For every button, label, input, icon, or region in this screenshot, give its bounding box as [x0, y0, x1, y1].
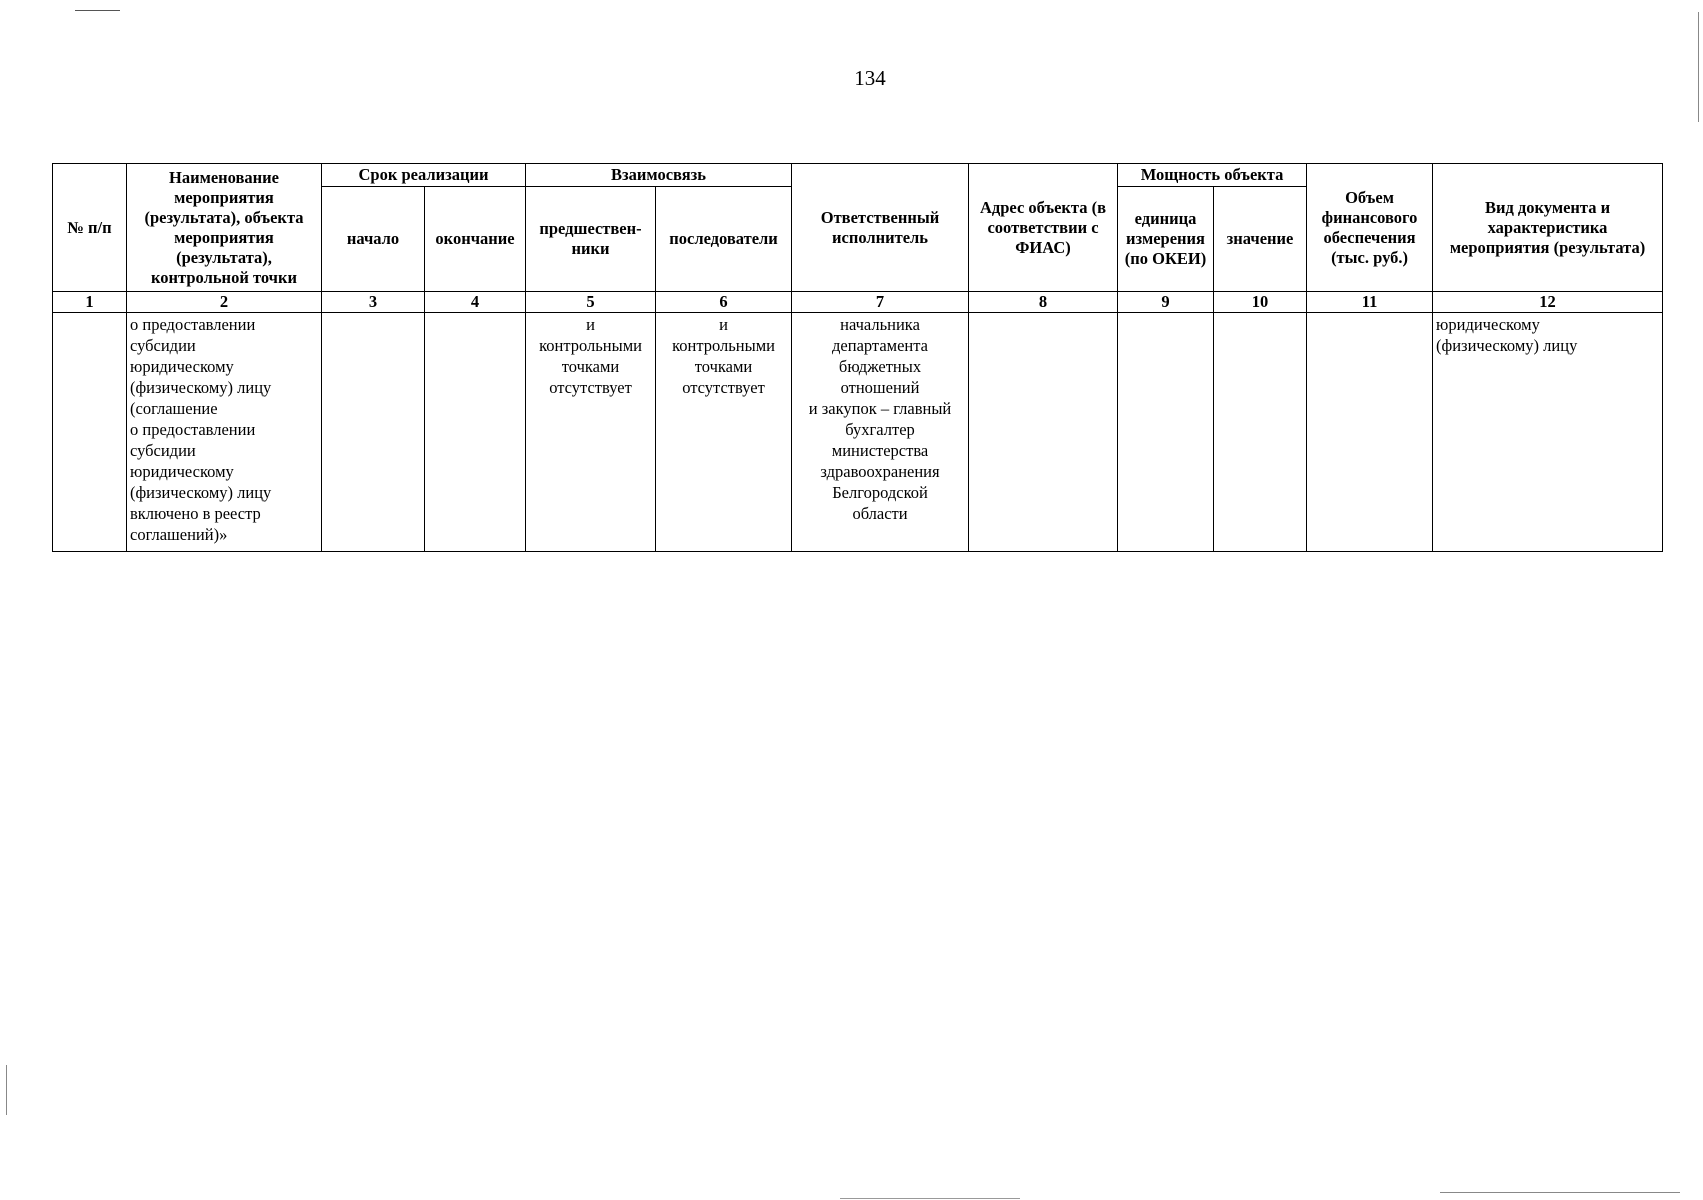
header-successors: последователи: [656, 187, 792, 292]
cell-line: Белгородской: [832, 483, 928, 502]
header-finance: Объем финансового обеспечения (тыс. руб.): [1307, 164, 1433, 292]
cell-start: [322, 313, 425, 552]
header-period-group: Срок реализации: [322, 164, 526, 187]
cell-line: здравоохранения: [820, 462, 940, 481]
column-number: 5: [526, 292, 656, 313]
cell-value: [1214, 313, 1307, 552]
scan-artifact: [75, 10, 120, 11]
header-unit: единица измерения (по ОКЕИ): [1118, 187, 1214, 292]
cell-predecessors: [526, 313, 656, 552]
column-number: 9: [1118, 292, 1214, 313]
header-num: № п/п: [53, 164, 127, 292]
header-start: начало: [322, 187, 425, 292]
cell-line: бухгалтер: [845, 420, 915, 439]
cell-line: бюджетных: [838, 357, 922, 376]
cell-line: соглашений)»: [130, 525, 228, 544]
cell-line: области: [852, 504, 908, 523]
cell-finance: [1307, 313, 1433, 552]
cell-line: субсидии: [130, 336, 196, 355]
cell-line: и: [586, 315, 595, 334]
header-address: Адрес объекта (в соответствии с ФИАС): [969, 164, 1118, 292]
header-doc-type: Вид документа и характеристика мероприятия (результата): [1433, 164, 1663, 292]
header-value: значение: [1214, 187, 1307, 292]
cell-line: (соглашение: [130, 399, 218, 418]
column-number: 4: [425, 292, 526, 313]
cell-line: (физическому) лицу: [1436, 336, 1578, 355]
cell-line: контрольными: [539, 336, 642, 355]
column-number: 8: [969, 292, 1118, 313]
cell-line: включено в реестр: [130, 504, 261, 523]
cell-line: и закупок – главный: [808, 399, 952, 418]
column-number: 2: [127, 292, 322, 313]
header-relation-group: Взаимосвязь: [526, 164, 792, 187]
header-responsible: Ответственный исполнитель: [792, 164, 969, 292]
cell-successors: [656, 313, 792, 552]
scan-artifact: [6, 1065, 7, 1115]
cell-line: (физическому) лицу: [130, 483, 272, 502]
scan-artifact: [1698, 12, 1699, 122]
cell-line: департамента: [832, 336, 928, 355]
cell-line: о предоставлении: [130, 420, 256, 439]
cell-line: юридическому: [1436, 315, 1540, 334]
cell-line: точками: [561, 357, 620, 376]
cell-line: отношений: [840, 378, 920, 397]
header-name: Наименование мероприятия (результата), объекта мероприятия (результата), контрольной точки: [127, 164, 322, 292]
cell-name: [127, 313, 322, 552]
cell-line: отсутствует: [682, 378, 765, 397]
plan-table: [52, 163, 1663, 552]
column-number: 1: [53, 292, 127, 313]
column-number: 11: [1307, 292, 1433, 313]
page-number: 134: [854, 66, 886, 90]
cell-line: (физическому) лицу: [130, 378, 272, 397]
cell-responsible: [792, 313, 969, 552]
cell-line: и: [719, 315, 728, 334]
table-row: [53, 313, 1663, 552]
cell-line: субсидии: [130, 441, 196, 460]
cell-line: точками: [694, 357, 753, 376]
cell-line: о предоставлении: [130, 315, 256, 334]
scan-artifact: [1440, 1192, 1680, 1193]
cell-num: [53, 313, 127, 552]
column-number: 10: [1214, 292, 1307, 313]
scan-artifact: [840, 1198, 1020, 1199]
header-predecessors: предшествен-ники: [526, 187, 656, 292]
header-capacity-group: Мощность объекта: [1118, 164, 1307, 187]
cell-address: [969, 313, 1118, 552]
column-number: 6: [656, 292, 792, 313]
cell-line: контрольными: [672, 336, 775, 355]
cell-line: отсутствует: [549, 378, 632, 397]
column-number: 7: [792, 292, 969, 313]
column-number: 12: [1433, 292, 1663, 313]
header-end: окончание: [425, 187, 526, 292]
cell-end: [425, 313, 526, 552]
cell-line: министерства: [831, 441, 929, 460]
cell-doc-type: [1433, 313, 1663, 552]
cell-line: юридическому: [130, 357, 234, 376]
cell-line: юридическому: [130, 462, 234, 481]
column-number: 3: [322, 292, 425, 313]
cell-line: начальника: [840, 315, 920, 334]
cell-unit: [1118, 313, 1214, 552]
